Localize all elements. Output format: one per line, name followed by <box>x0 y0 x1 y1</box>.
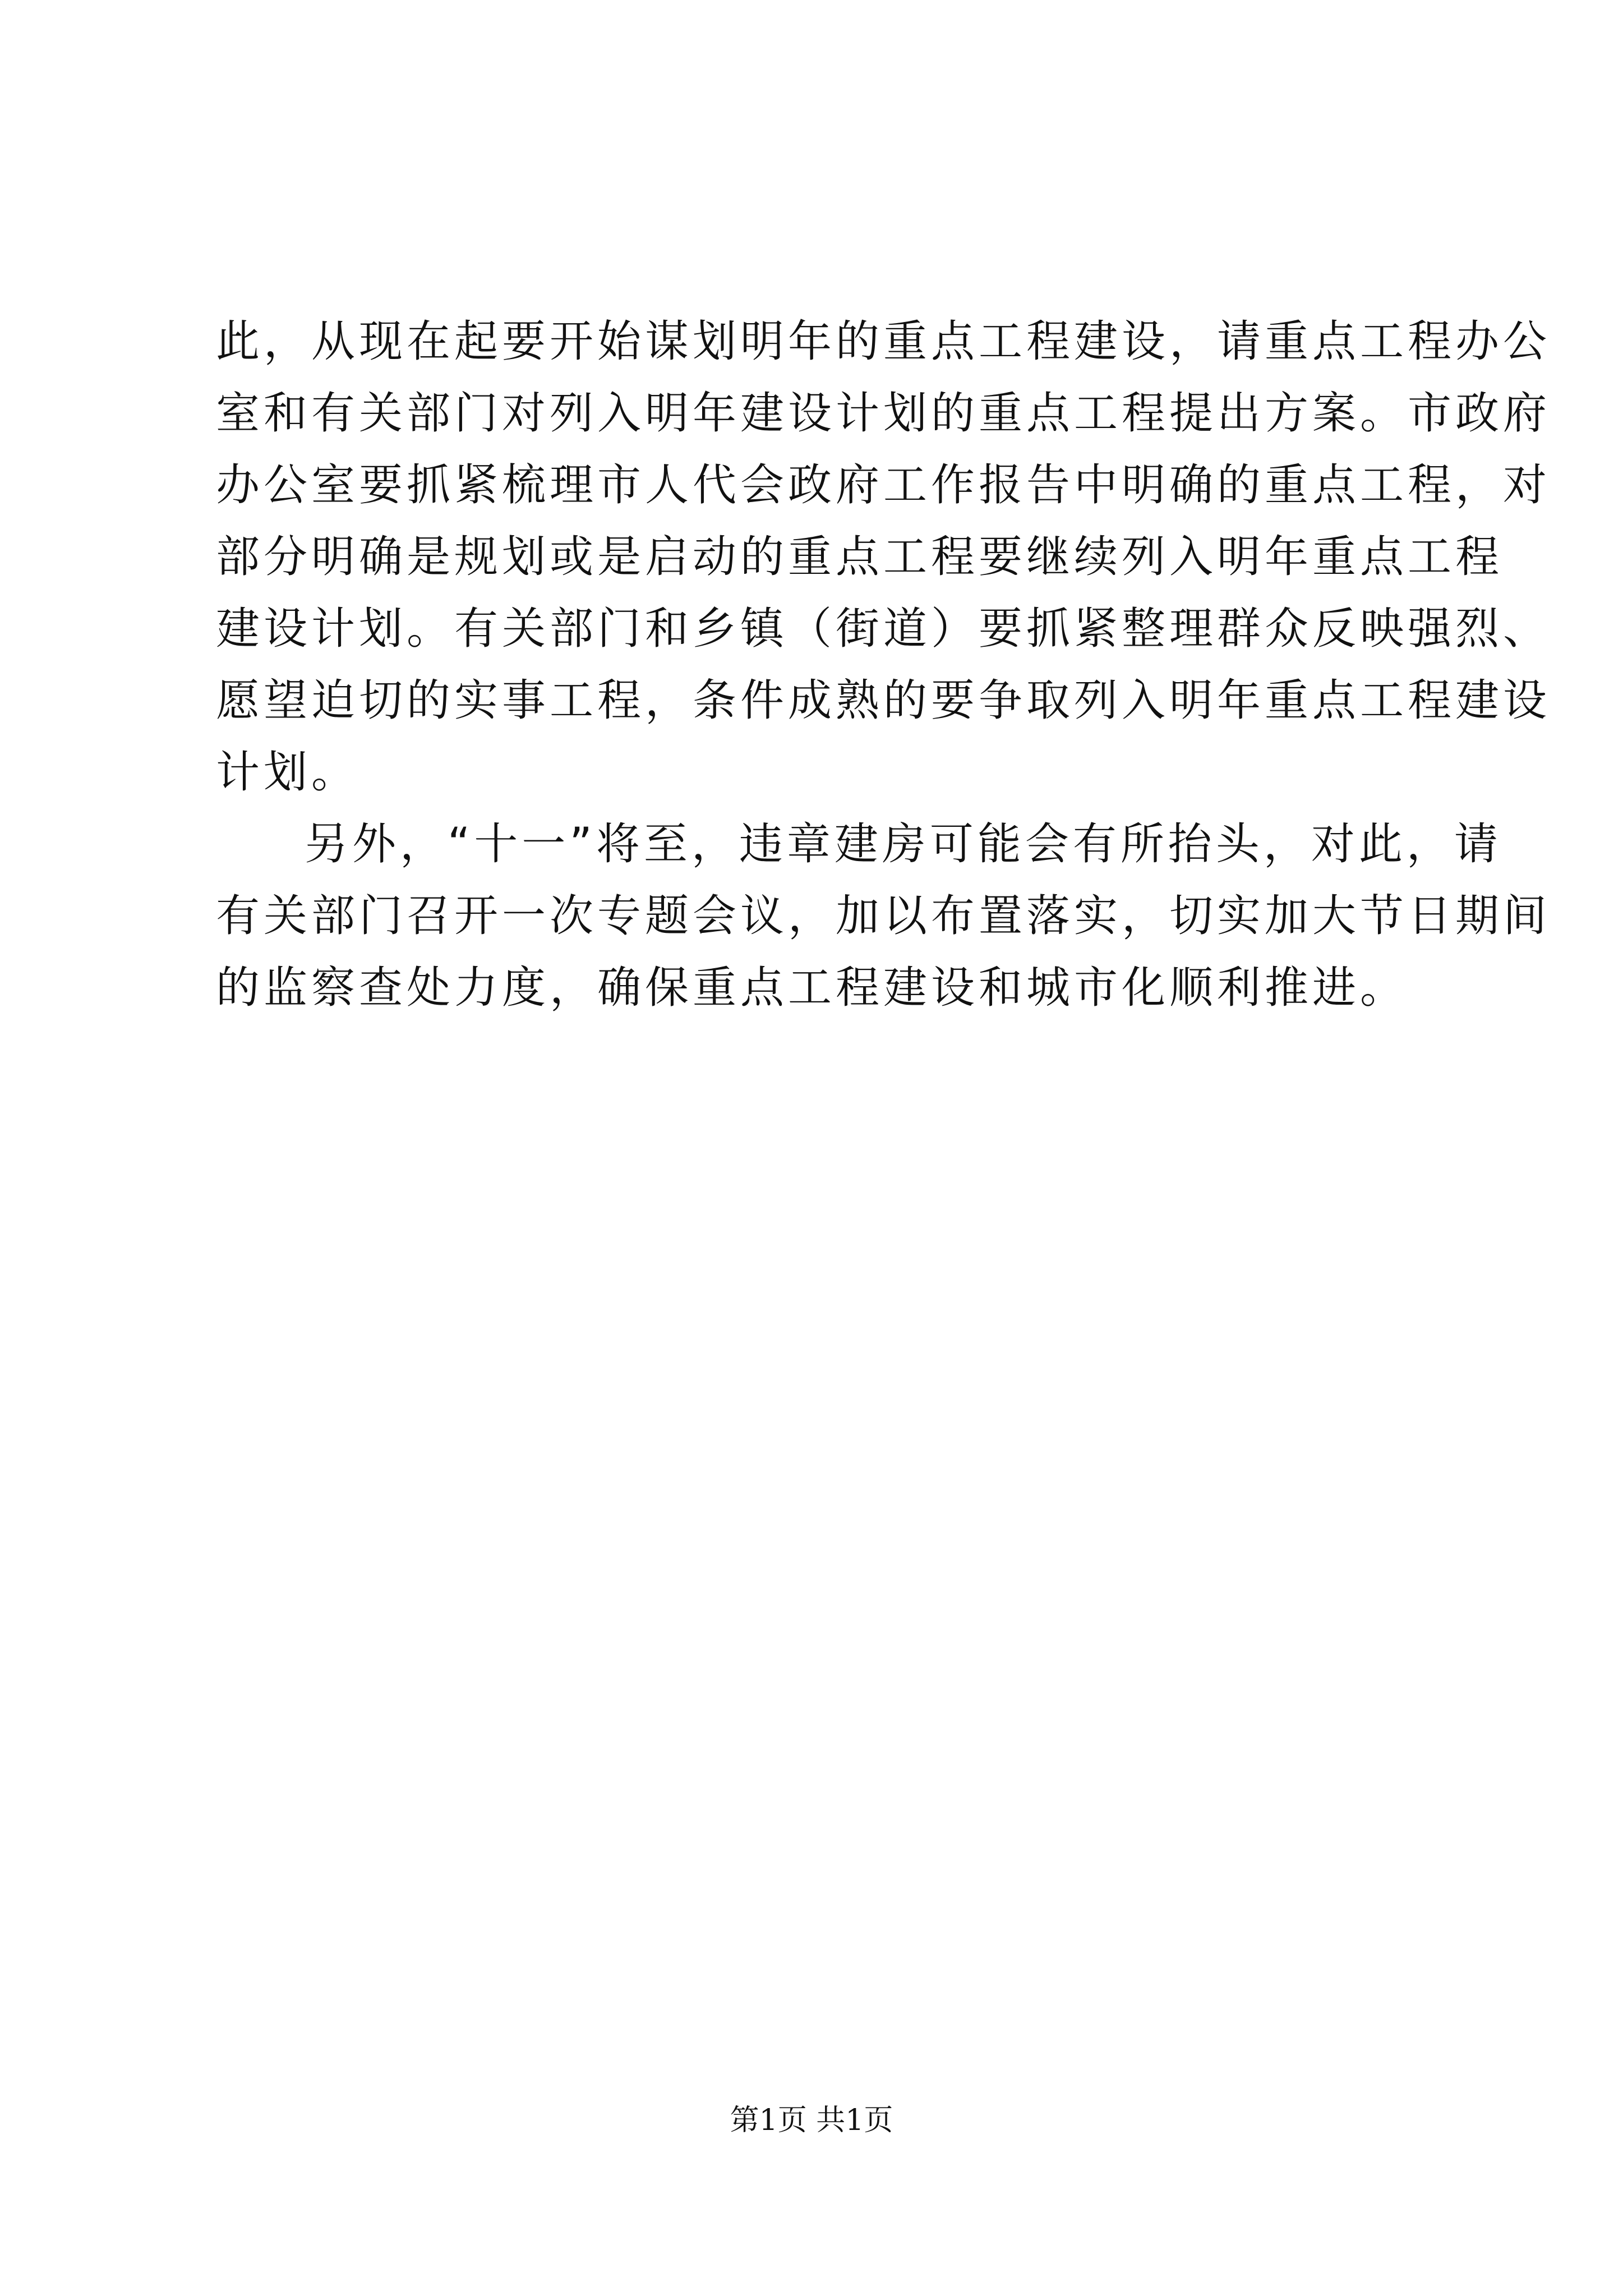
document-body <box>216 306 1551 1024</box>
text-line: 愿望迫切的实事工程，条件成熟的要争取列入明年重点工程建设 <box>216 675 1551 726</box>
text-line: 此，从现在起要开始谋划明年的重点工程建设，请重点工程办公 <box>216 316 1551 367</box>
text-line: 另外，“十一”将至，违章建房可能会有所抬头，对此，请 <box>305 819 1502 869</box>
text-line: 的监察查处力度，确保重点工程建设和城市化顺利推进。 <box>216 963 1408 1013</box>
paragraph-1 <box>216 306 1551 808</box>
text-line: 办公室要抓紧梳理市人代会政府工作报告中明确的重点工程，对 <box>216 460 1551 510</box>
text-line: 建设计划。有关部门和乡镇（街道）要抓紧整理群众反映强烈、 <box>216 604 1551 654</box>
text-line: 部分明确是规划或是启动的重点工程要继续列入明年重点工程 <box>216 532 1504 582</box>
page-number-footer: 第1页 共1页 <box>730 2104 893 2137</box>
paragraph-2 <box>216 808 1551 1024</box>
text-line: 室和有关部门对列入明年建设计划的重点工程提出方案。市政府 <box>216 388 1551 439</box>
text-line: 有关部门召开一次专题会议，加以布置落实，切实加大节日期间 <box>216 891 1551 941</box>
text-line: 计划。 <box>216 747 359 798</box>
